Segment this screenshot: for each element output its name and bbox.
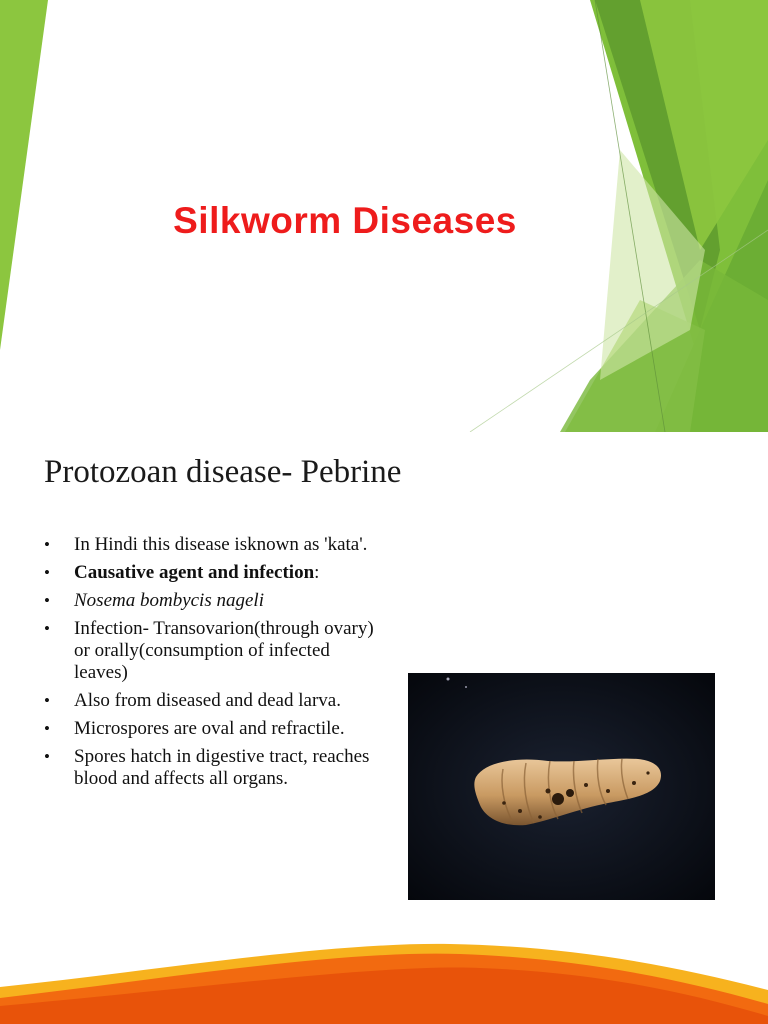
bullet-text: : — [314, 562, 320, 583]
silkworm-larva-photo — [408, 673, 715, 900]
bullet-text: Microspores are oval and refractile. — [74, 718, 345, 739]
bullet-item — [44, 746, 374, 790]
bullet-text: Also from diseased and dead larva. — [74, 690, 341, 711]
bullet-item — [44, 534, 374, 556]
slide-heading: Protozoan disease- Pebrine — [44, 454, 402, 490]
bullet-icon: • — [44, 691, 50, 710]
bullet-icon: • — [44, 591, 50, 610]
bullet-icon: • — [44, 747, 50, 766]
bullet-icon: • — [44, 619, 50, 638]
bullet-text: Infection- Transovarion(through ovary) or orally(consumption of infected leaves) — [74, 618, 374, 683]
bullet-icon: • — [44, 563, 50, 582]
slide-title: Silkworm Diseases — [173, 200, 517, 241]
title-slide — [0, 0, 768, 432]
bullet-text: Spores hatch in digestive tract, reaches blood and affects all organs. — [74, 746, 370, 789]
bullet-item — [44, 590, 374, 612]
bullet-text: In Hindi this disease isknown as 'kata'. — [74, 534, 368, 555]
bullet-bold-text: Causative agent and infection — [74, 562, 315, 583]
bullet-item — [44, 690, 374, 712]
bullet-text: Nosema bombycis nageli — [74, 590, 264, 611]
bullet-item — [44, 618, 374, 684]
orange-wave-decoration — [0, 932, 768, 1024]
content-slide — [0, 432, 768, 1024]
bullet-list — [44, 534, 374, 796]
bullet-icon: • — [44, 535, 50, 554]
bullet-item — [44, 562, 374, 584]
bullet-item — [44, 718, 374, 740]
bullet-icon: • — [44, 719, 50, 738]
